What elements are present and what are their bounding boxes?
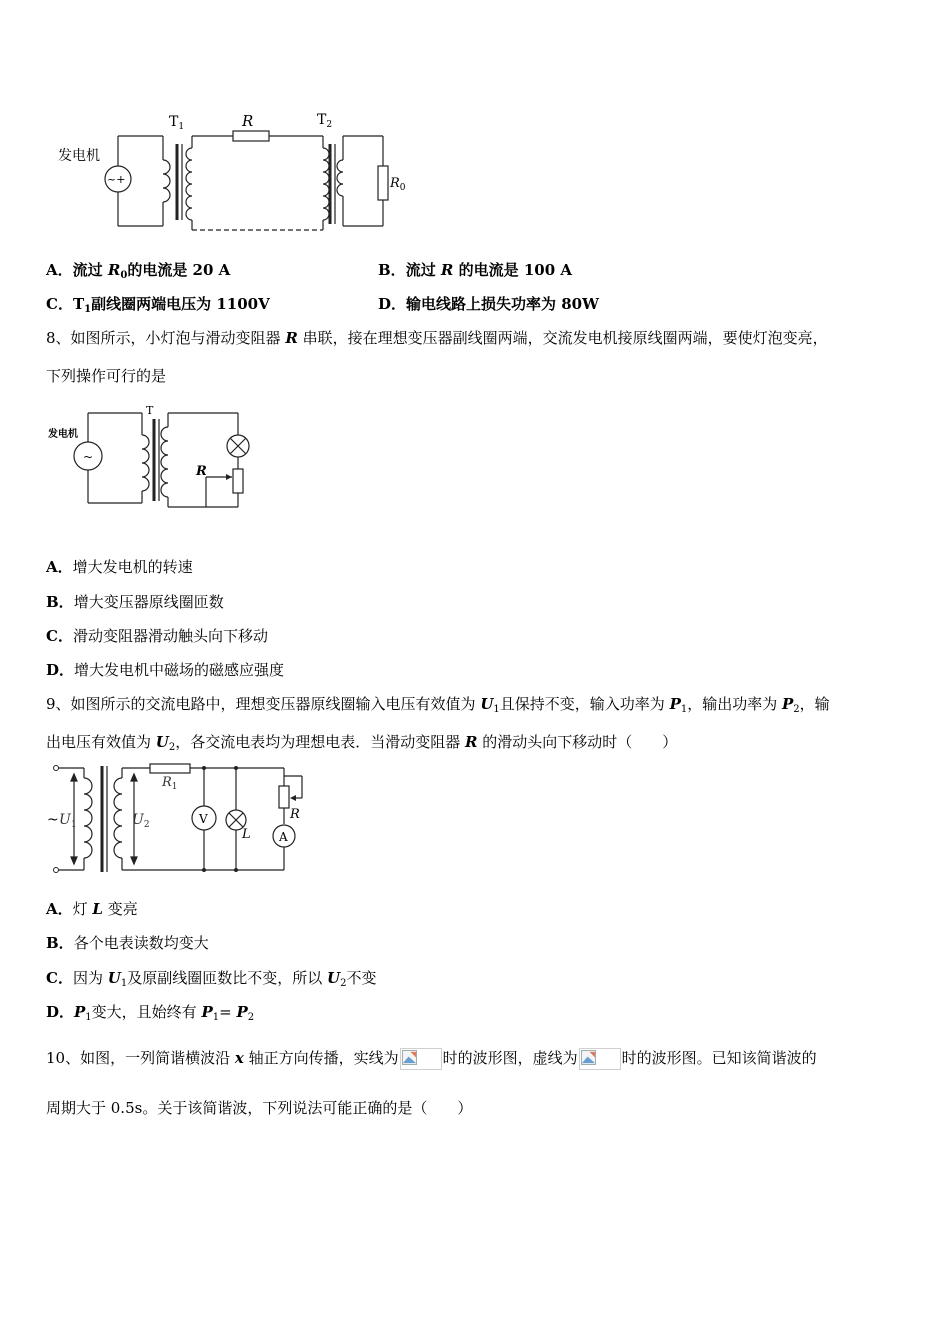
q8-circuit-figure	[46, 405, 266, 517]
generator-label: 发电机	[48, 429, 78, 440]
q8-stem-line1: 8、如图所示，小灯泡与滑动变阻器 R 串联，接在理想变压器副线圈两端，交流发电机接原线圈两端，要使灯泡变亮，	[46, 329, 828, 347]
svg-text:T: T	[146, 405, 154, 417]
rheostat-icon	[279, 786, 289, 808]
rheostat-icon	[233, 469, 243, 493]
svg-text:R1: $R_1$	[162, 775, 178, 792]
q9-option-a: A．灯 L 变亮	[46, 900, 138, 918]
svg-text:T2: $T_2$	[317, 112, 333, 130]
svg-text:U2: $U_2$	[132, 812, 150, 830]
q9-circuit-figure	[44, 762, 314, 878]
q9-option-c: C．因为 $U_1$及原副线圈匝数比不变，所以 $U_2$不变	[46, 969, 377, 989]
q8-option-b: B．增大变压器原线圈匝数	[46, 593, 224, 611]
generator-label: 发电机	[58, 148, 100, 164]
broken-image-icon	[400, 1048, 442, 1070]
q9-stem-line2: 出电压有效值为 $U_2$，各交流电表均为理想电表．当滑动变阻器 R 的滑动头向下移动时（ ）	[46, 733, 678, 753]
svg-text:R: R	[290, 807, 300, 822]
q7-option-b: B．流过 R 的电流是 100 A	[378, 261, 573, 279]
svg-text:A: A	[279, 830, 288, 844]
q8-stem-line2: 下列操作可行的是	[46, 367, 167, 385]
q7-option-d: D．输电线路上损失功率为 80W	[378, 295, 599, 313]
svg-text:~+: ~+	[107, 173, 126, 186]
broken-image-icon	[579, 1048, 621, 1070]
load-resistor-icon	[378, 166, 388, 200]
q9-option-d: D．$P_1$变大，且始终有 $P_1= P_2$	[46, 1003, 255, 1023]
q7-option-c: C．$T_1$副线圈两端电压为 1100V	[46, 295, 270, 315]
svg-text:L: L	[242, 827, 251, 842]
svg-text:R0: $R_0$	[390, 176, 406, 193]
q8-option-a: A．增大发电机的转速	[46, 558, 193, 576]
q7-option-a: A．流过 $R_0$的电流是 20 A	[46, 261, 231, 281]
q9-stem-line1: 9、如图所示的交流电路中，理想变压器原线圈输入电压有效值为 $U_1$且保持不变，输入功率为 $P_1$，输出功率为 $P_2$，输	[46, 695, 830, 715]
svg-text:R: R	[196, 464, 207, 479]
line-resistor-icon	[233, 131, 269, 141]
q7-circuit-figure	[55, 108, 415, 238]
q9-option-b: B．各个电表读数均变大	[46, 934, 209, 952]
q10-stem-line1: 10、如图，一列简谐横波沿 x 轴正方向传播，实线为 时的波形图，虚线为 时的波形图。已知该简谐波的	[46, 1048, 817, 1070]
svg-text:R: R	[242, 112, 254, 130]
svg-text:~: ~	[83, 450, 94, 464]
svg-text:U1: $U_1$	[59, 812, 77, 830]
svg-text:V: V	[199, 812, 208, 826]
q8-option-d: D．增大发电机中磁场的磁感应强度	[46, 661, 285, 679]
q10-stem-line2: 周期大于 0.5s。关于该简谐波，下列说法可能正确的是（ ）	[46, 1099, 473, 1117]
svg-text:~: ~	[47, 812, 59, 828]
q8-option-c: C．滑动变阻器滑动触头向下移动	[46, 627, 268, 645]
r1-resistor-icon	[150, 764, 190, 773]
svg-text:T1: $T_1$	[169, 114, 185, 132]
